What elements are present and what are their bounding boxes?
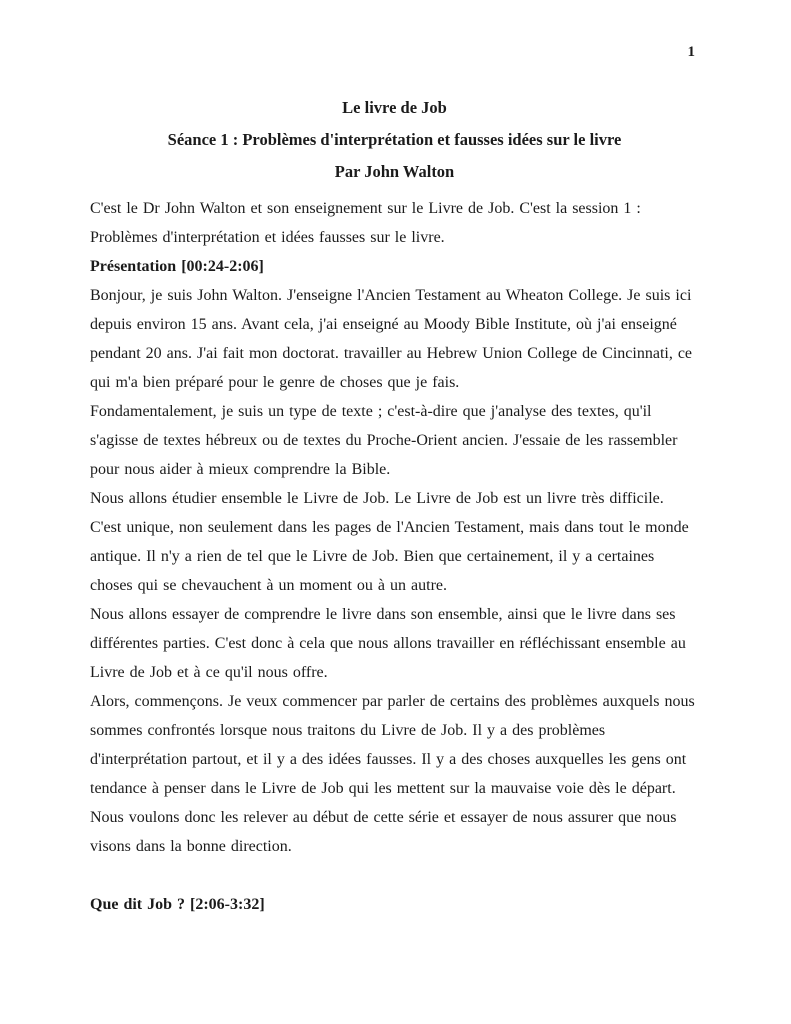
document-subtitle: Séance 1 : Problèmes d'interprétation et fausses idées sur le livre bbox=[167, 130, 622, 149]
paragraph: Bonjour, je suis John Walton. J'enseigne l'Ancien Testament au Wheaton College. Je suis ici depuis environ 15 ans. Avant cela, j'ai enseigné au Moody Bible Institute, où j'ai enseigné pendant 20 ans. J'ai fait mon doctorat. travailler au Hebrew Union College de Cincinnati, ce qui m'a bien préparé pour le genre de choses que je fais. bbox=[90, 287, 693, 391]
intro-paragraph: C'est le Dr John Walton et son enseignement sur le Livre de Job. C'est la session 1 : Problèmes d'interprétation et idées fausses sur le livre. bbox=[90, 200, 641, 246]
section-heading-que-dit-job: Que dit Job ? [2:06-3:32] bbox=[90, 896, 265, 913]
paragraph: Fondamentalement, je suis un type de texte ; c'est-à-dire que j'analyse des textes, qu'il s'agisse de textes hébreux ou de textes du Proche-Orient ancien. J'essaie de les rassembler pour nous aider à mieux comprendre la Bible. bbox=[90, 403, 678, 478]
document-body bbox=[90, 194, 699, 919]
paragraph: Alors, commençons. Je veux commencer par parler de certains des problèmes auxquels nous sommes confrontés lorsque nous traitons du Livre de Job. Il y a des problèmes d'interprétation partout, et il y a des idées fausses. Il y a des choses auxquelles les gens ont tendance à penser dans le Livre de Job qui les mettent sur la mauvaise voie dès le départ. Nous voulons donc les relever au début de cette série et essayer de nous assurer que nous visons dans la bonne direction. bbox=[90, 693, 695, 855]
paragraph: Nous allons étudier ensemble le Livre de Job. Le Livre de Job est un livre très difficile. C'est unique, non seulement dans les pages de l'Ancien Testament, mais dans tout le monde antique. Il n'y a rien de tel que le Livre de Job. Bien que certainement, il y a certaines choses qui se chevauchent à un moment ou à un autre. bbox=[90, 490, 689, 594]
document-author: Par John Walton bbox=[334, 162, 455, 181]
paragraph: Nous allons essayer de comprendre le livre dans son ensemble, ainsi que le livre dans ses différentes parties. C'est donc à cela que nous allons travailler en réfléchissant ensemble au Livre de Job et à ce qu'il nous offre. bbox=[90, 606, 686, 681]
section-heading-presentation: Présentation [00:24-2:06] bbox=[90, 258, 264, 275]
document-title: Le livre de Job bbox=[342, 98, 447, 117]
title-block bbox=[90, 92, 699, 188]
page-number: 1 bbox=[687, 44, 695, 60]
